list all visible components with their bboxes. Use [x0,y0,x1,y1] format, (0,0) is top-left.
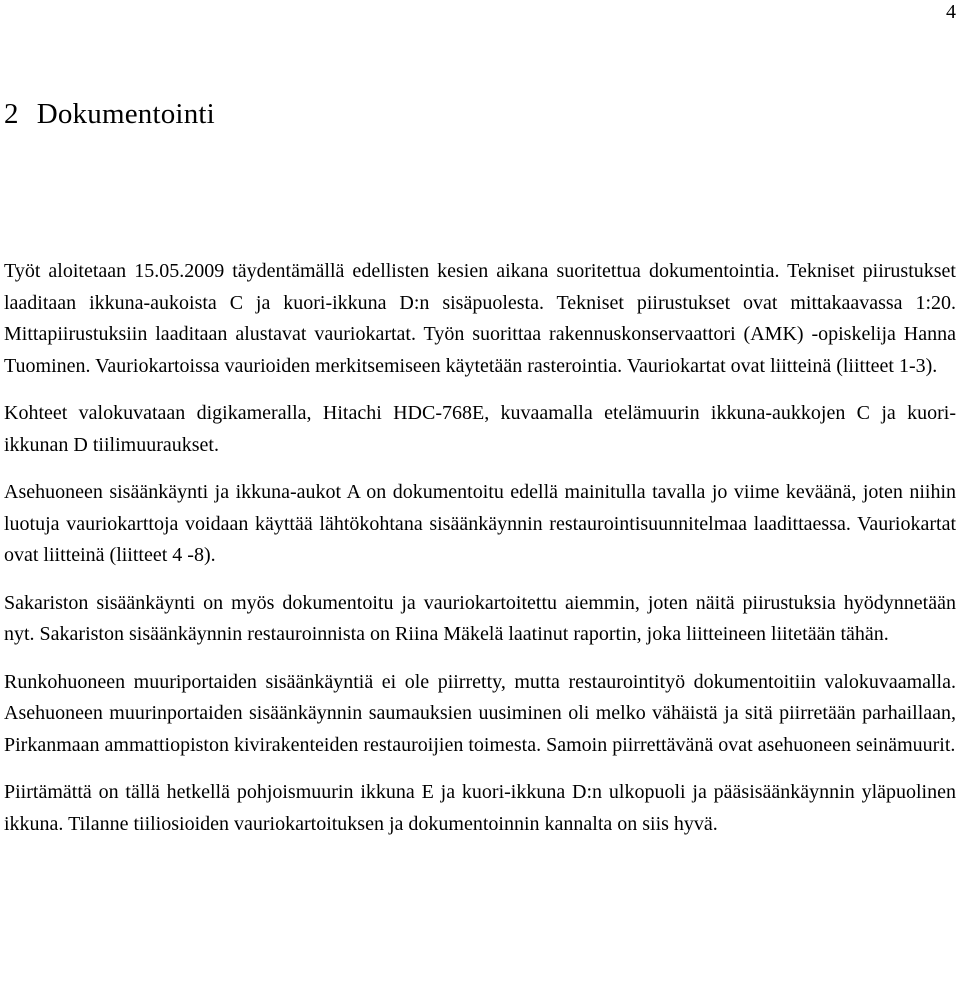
paragraph-sacristy-entrance: Sakariston sisäänkäynti on myös dokumentoitu ja vauriokartoitettu aiemmin, joten näitä piirustuksia hyödynnetään nyt. Sakariston sisäänkäynnin restauroinnista on Riina Mäkelä laatinut raportin, joka liitteineen liitetään tähän. [4,591,956,645]
paragraph-nave-stairs: Runkohuoneen muuriportaiden sisäänkäyntiä ei ole piirretty, mutta restaurointityö dokumentoitiin valokuvaamalla. Asehuoneen muurinportaiden sisäänkäynnin saumauksien uusiminen oli melko vähäistä ja sitä piirretään parhaillaan, Pirkanmaan ammattiopiston kivirakenteiden restauroijien toimesta. Samoin piirrettävänä ovat asehuoneen seinämuurit. [4,670,956,756]
paragraph-armory-entrance: Asehuoneen sisäänkäynti ja ikkuna-aukot A on dokumentoitu edellä mainitulla tavalla jo viime keväänä, joten niihin luotuja vauriokarttoja voidaan käyttää lähtökohtana sisäänkäynnin restaurointisuunnitelmaa laadittaessa. Vauriokartat ovat liitteinä (liitteet 4 -8). [4,481,956,566]
section-heading [4,97,215,131]
page-number: 4 [946,1,956,23]
section-number: 2 [4,98,19,130]
paragraph-documentation-start: Työt aloitetaan 15.05.2009 täydentämällä edellisten kesien aikana suoritettua dokumentointia. Tekniset piirustukset laaditaan ikkuna-aukoista C ja kuori-ikkuna D:n sisäpuolesta. Tekniset piirustukset ovat mittakaavassa 1:20. Mittapiirustuksiin laaditaan alustavat vauriokartat. Työn suorittaa rakennuskonservaattori (AMK) -opiskelija Hanna Tuominen. Vauriokartoissa vaurioiden merkitsemiseen käytetään rasterointia. Vauriokartat ovat liitteinä (liitteet 1-3). [4,260,956,377]
document-body [4,256,956,856]
paragraph-undrawn-parts: Piirtämättä on tällä hetkellä pohjoismuurin ikkuna E ja kuori-ikkuna D:n ulkopuoli ja pääsisäänkäynnin yläpuolinen ikkuna. Tilanne tiiliosioiden vauriokartoituksen ja dokumentoinnin kannalta on siis hyvä. [4,781,956,835]
paragraph-photography: Kohteet valokuvataan digikameralla, Hitachi HDC-768E, kuvaamalla etelämuurin ikkuna-aukkojen C ja kuori-ikkunan D tiilimuuraukset. [4,402,956,456]
section-title: Dokumentointi [36,98,215,130]
